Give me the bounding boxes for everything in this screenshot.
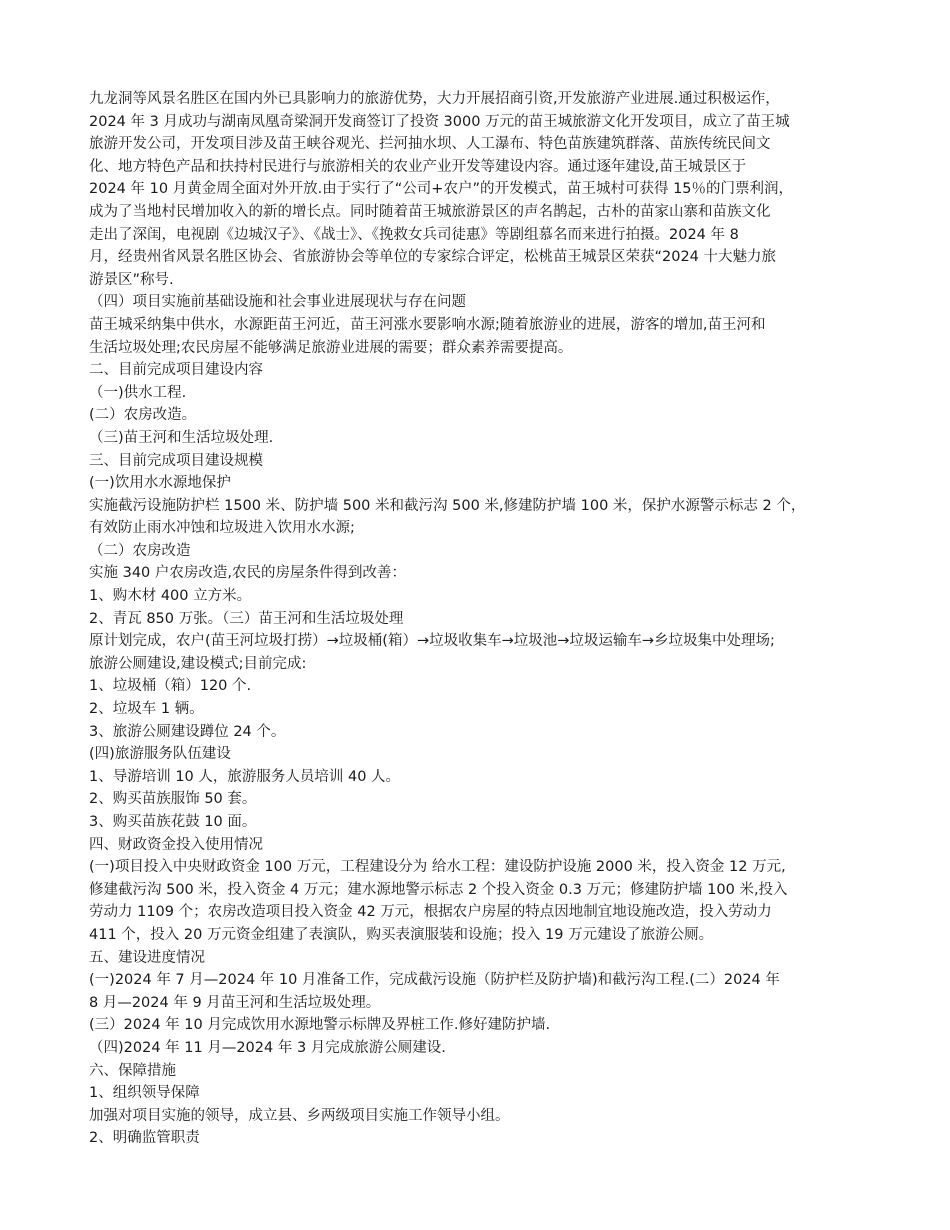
body-text-line: 修建截污沟 500 米，投入资金 4 万元；建水源地警示标志 2 个投入资金 0.3 万元；修建防护墙 100 米,投入 [89, 881, 788, 898]
body-text-line: 加强对项目实施的领导，成立县、乡两级项目实施工作领导小组。 [89, 1107, 510, 1124]
body-text-line: 苗王城采纳集中供水，水源距苗王河近，苗王河涨水要影响水源;随着旅游业的进展，游客的增加,苗王河和 [89, 316, 766, 333]
body-text-line: (一)2024 年 7 月—2024 年 10 月准备工作，完成截污设施（防护栏及防护墙)和截污沟工程.(二）2024 年 [89, 972, 780, 989]
list-item: 1、购木材 400 立方米。 [89, 588, 252, 605]
list-item: （三)苗王河和生活垃圾处理. [89, 429, 274, 446]
body-text-line: 月，经贵州省风景名胜区协会、省旅游协会等单位的专家综合评定，松桃苗王城景区荣获“2024 十大魅力旅 [89, 249, 777, 266]
list-item: 2、青瓦 850 万张。（三）苗王河和生活垃圾处理 [89, 610, 404, 627]
body-text-line: 有效防止雨水冲蚀和垃圾进入饮用水水源; [89, 520, 355, 537]
body-text-line: 走出了深闺，电视剧《边城汉子》、《战士》、《挽救女兵司徒惠》等剧组慕名而来进行拍摄。2024 年 8 [89, 226, 739, 243]
body-text-line: 成为了当地村民增加收入的新的增长点。同时随着苗王城旅游景区的声名鹊起，古朴的苗家山寨和苗族文化 [89, 203, 771, 220]
body-text-line: 实施 340 户农房改造,农民的房屋条件得到改善： [89, 565, 407, 582]
list-item: （一)供水工程. [89, 384, 187, 401]
body-text-line: 旅游开发公司，开发项目涉及苗王峡谷观光、拦河抽水坝、人工瀑布、特色苗族建筑群落、苗族传统民间文 [89, 136, 771, 153]
document-body [89, 88, 869, 1150]
body-text-line: 2024 年 3 月成功与湖南凤凰奇梁洞开发商签订了投资 3000 万元的苗王城旅游文化开发项目，成立了苗王城 [89, 113, 790, 130]
list-item: (二）农房改造。 [89, 407, 197, 424]
list-item: 3、购买苗族花鼓 10 面。 [89, 814, 257, 830]
body-text-line: 旅游公厕建设,建设模式;目前完成: [89, 655, 307, 672]
list-item: 3、旅游公厕建设蹲位 24 个。 [89, 723, 286, 740]
body-text-line: 化、地方特色产品和扶持村民进行与旅游相关的农业产业开发等建设内容。通过逐年建设,苗王城景区于 [89, 158, 747, 175]
subsection-heading: (一)饮用水水源地保护 [89, 475, 231, 492]
subsection-heading: (四)旅游服务队伍建设 [89, 746, 231, 763]
body-text-line: （四)2024 年 11 月—2024 年 3 月完成旅游公厕建设. [89, 1039, 446, 1056]
subsection-heading: （二）农房改造 [89, 542, 191, 559]
list-item: 1、垃圾桶（箱）120 个. [89, 678, 252, 695]
list-item: 1、导游培训 10 人，旅游服务人员培训 40 人。 [89, 768, 401, 785]
section-heading: 四、财政资金投入使用情况 [89, 836, 263, 853]
body-text-line: 原计划完成，农户(苗王河垃圾打捞）→垃圾桶(箱）→垃圾收集车→垃圾池→垃圾运输车→乡垃圾集中处理场; [89, 633, 775, 650]
list-item: 2、垃圾车 1 辆。 [89, 701, 204, 718]
section-heading: 五、建设进度情况 [89, 949, 205, 966]
body-text-line: 生活垃圾处理;农民房屋不能够满足旅游业进展的需要；群众素养需要提高。 [89, 339, 573, 356]
section-heading: 三、目前完成项目建设规模 [89, 452, 263, 469]
subsection-heading: 2、明确监管职责 [89, 1130, 200, 1147]
section-heading: （四）项目实施前基础设施和社会事业进展现状与存在问题 [89, 294, 466, 311]
body-text-line: 8 月—2024 年 9 月苗王河和生活垃圾处理。 [89, 994, 381, 1011]
section-heading: 二、目前完成项目建设内容 [89, 362, 263, 379]
body-text-line: (三）2024 年 10 月完成饮用水源地警示标牌及界桩工作.修好建防护墙. [89, 1017, 551, 1034]
body-text-line: 实施截污设施防护栏 1500 米、防护墙 500 米和截污沟 500 米,修建防护墙 100 米，保护水源警示标志 2 个， [89, 497, 806, 514]
list-item: 2、购买苗族服饰 50 套。 [89, 791, 257, 808]
body-text-line: 劳动力 1109 个；农房改造项目投入资金 42 万元，根据农户房屋的特点因地制宜地设施改造，投入劳动力 [89, 904, 772, 921]
body-text-line: 411 个，投入 20 万元资金组建了表演队，购买表演服装和设施；投入 19 万元建设了旅游公厕。 [89, 926, 714, 943]
body-text-line: (一)项目投入中央财政资金 100 万元，工程建设分为 给水工程：建设防护设施 2000 米，投入资金 12 万元, [89, 859, 786, 876]
body-text-line: 九龙洞等风景名胜区在国内外已具影响力的旅游优势，大力开展招商引资,开发旅游产业进展.通过积极运作， [89, 91, 780, 107]
body-text-line: 游景区”称号. [89, 271, 174, 288]
section-heading: 六、保障措施 [89, 1062, 176, 1079]
subsection-heading: 1、组织领导保障 [89, 1085, 200, 1102]
body-text-line: 2024 年 10 月黄金周全面对外开放.由于实行了“公司+农户”的开发模式，苗王城村可获得 15％的门票利润， [89, 181, 794, 198]
